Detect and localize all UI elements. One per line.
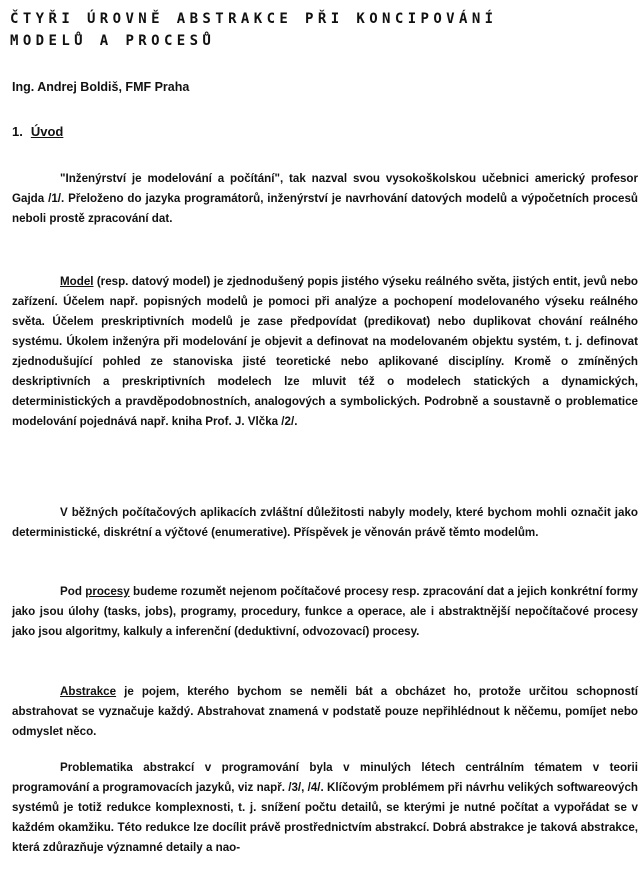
paragraph-programming: Problematika abstrakcí v programování byla v minulých létech centrálním tématem v teorii programování a programovacích jazyků, viz např. /3/, /4/. Klíčovým problémem při návrhu velikých softwareových systémů je totiž redukce komplexnosti, t. j. snížení počtu detailů, se kterými je nutné počítat a vypořádat se v každém okamžiku. Této redukce lze docílit právě prostřednictvím abstrakcí. Dobrá abstrakce je taková abstrakce, která zdůrazňuje významné detaily a nao-: [12, 760, 638, 854]
paragraph-abstraction: [12, 682, 638, 742]
title-line-1: ČTYŘI ÚROVNĚ ABSTRAKCE PŘI KONCIPOVÁNÍ: [10, 11, 498, 27]
title-line-2: MODELŮ A PROCESŮ: [10, 33, 216, 49]
section-title: Úvod: [30, 124, 64, 139]
term-abstraction: Abstrakce: [60, 684, 117, 698]
paragraph-model: [12, 272, 638, 432]
paragraph-processes-text: budeme rozumět nejenom počítačové procesy resp. zpracování dat a jejich konkrétní formy jako jsou úlohy (tasks, jobs), programy, procedury, funkce a operace, ale i abstraktnější nepočítačové procesy jako jsou algoritmy, kalkuly a inferenční (deduktivní, odvozovací) procesy.: [12, 584, 638, 638]
document-title: [10, 8, 635, 52]
term-processes: procesy: [85, 584, 130, 598]
paragraph-intro: "Inženýrství je modelování a počítání", tak nazval svou vysokoškolskou učebnici americký profesor Gajda /1/. Přeloženo do jazyka programátorů, inženýrství je navrhování datových modelů a výpočetních procesů neboli prostě zpracování dat.: [12, 171, 638, 225]
paragraph-processes-lead: Pod: [60, 584, 86, 598]
term-model: Model: [60, 274, 94, 288]
section-heading: [12, 124, 63, 139]
author-line: Ing. Andrej Boldiš, FMF Praha: [12, 80, 190, 94]
paragraph-processes: [12, 582, 638, 642]
section-number: 1.: [12, 124, 23, 139]
paragraph-applications: V běžných počítačových aplikacích zvláštní důležitosti nabyly modely, které bychom mohli označit jako deterministické, diskrétní a výčtové (enumerative). Příspěvek je věnován právě těmto modelům.: [12, 505, 638, 539]
paragraph-abstraction-text: je pojem, kterého bychom se neměli bát a obcházet ho, protože určitou schopností abstrahovat se vyznačuje každý. Abstrahovat znamená v podstatě pouze nepřihlédnout k něčemu, pomíjet nebo odmyslet něco.: [12, 684, 638, 738]
paragraph-model-text: (resp. datový model) je zjednodušený popis jistého výseku reálného světa, jistých entit, jevů nebo zařízení. Účelem např. popisných modelů je pomoci při analýze a pochopení modelovaného výseku reálného světa. Účelem preskriptivních modelů je zase předpovídat (predikovat) nebo duplikovat chování reálného systému. Úkolem inženýra při modelování je objevit a definovat na modelovaném objektu systém, t. j. definovat zjednodušující pohled ze stanoviska jisté teoretické nebo aplikované disciplíny. Kromě o zmíněných deskriptivních a preskriptivních modelech lze mluvit též o modelech statických a dynamických, deterministických a pravděpodobnostních, analogových a symbolických. Podrobně a soustavně o problematice modelování pojednává např. kniha Prof. J. Vlčka /2/.: [12, 274, 638, 428]
